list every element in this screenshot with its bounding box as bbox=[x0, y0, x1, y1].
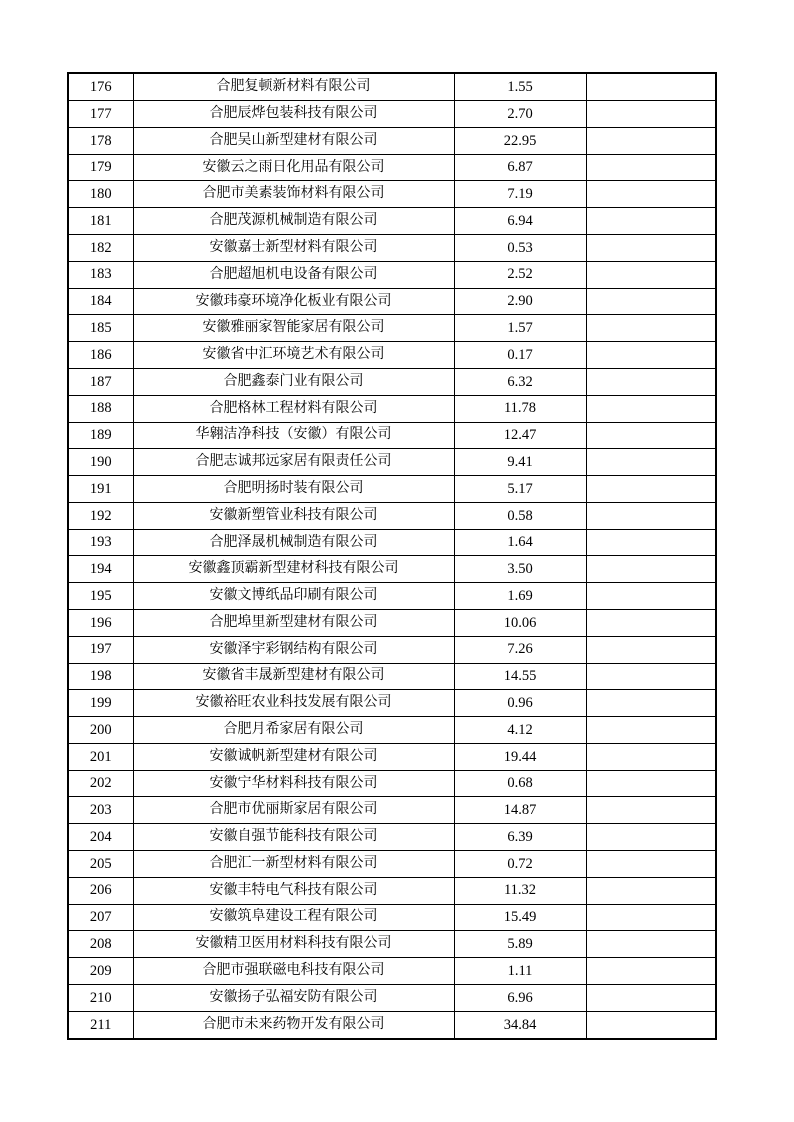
company-name-cell: 安徽雅丽家智能家居有限公司 bbox=[133, 315, 454, 342]
empty-cell bbox=[586, 476, 716, 503]
empty-cell bbox=[586, 770, 716, 797]
row-number-cell: 180 bbox=[68, 181, 133, 208]
empty-cell bbox=[586, 743, 716, 770]
empty-cell bbox=[586, 395, 716, 422]
row-number-cell: 209 bbox=[68, 958, 133, 985]
table-row bbox=[68, 984, 716, 1011]
table-row bbox=[68, 73, 716, 101]
row-number-cell: 184 bbox=[68, 288, 133, 315]
table-row bbox=[68, 342, 716, 369]
row-number-cell: 176 bbox=[68, 73, 133, 101]
value-cell: 7.26 bbox=[454, 636, 586, 663]
value-cell: 12.47 bbox=[454, 422, 586, 449]
table-row bbox=[68, 770, 716, 797]
table-row bbox=[68, 1011, 716, 1039]
row-number-cell: 177 bbox=[68, 101, 133, 128]
value-cell: 6.94 bbox=[454, 208, 586, 235]
table-row bbox=[68, 690, 716, 717]
company-name-cell: 合肥格林工程材料有限公司 bbox=[133, 395, 454, 422]
row-number-cell: 197 bbox=[68, 636, 133, 663]
row-number-cell: 205 bbox=[68, 851, 133, 878]
row-number-cell: 195 bbox=[68, 583, 133, 610]
company-name-cell: 合肥志诚邦远家居有限责任公司 bbox=[133, 449, 454, 476]
value-cell: 9.41 bbox=[454, 449, 586, 476]
table-row bbox=[68, 717, 716, 744]
empty-cell bbox=[586, 127, 716, 154]
empty-cell bbox=[586, 556, 716, 583]
empty-cell bbox=[586, 1011, 716, 1039]
empty-cell bbox=[586, 288, 716, 315]
value-cell: 3.50 bbox=[454, 556, 586, 583]
value-cell: 0.72 bbox=[454, 851, 586, 878]
empty-cell bbox=[586, 984, 716, 1011]
empty-cell bbox=[586, 449, 716, 476]
empty-cell bbox=[586, 101, 716, 128]
row-number-cell: 200 bbox=[68, 717, 133, 744]
empty-cell bbox=[586, 583, 716, 610]
company-name-cell: 合肥明扬时装有限公司 bbox=[133, 476, 454, 503]
company-name-cell: 合肥超旭机电设备有限公司 bbox=[133, 261, 454, 288]
table-row bbox=[68, 958, 716, 985]
empty-cell bbox=[586, 824, 716, 851]
company-name-cell: 合肥市美素装饰材料有限公司 bbox=[133, 181, 454, 208]
value-cell: 0.17 bbox=[454, 342, 586, 369]
empty-cell bbox=[586, 636, 716, 663]
table-row bbox=[68, 502, 716, 529]
value-cell: 14.87 bbox=[454, 797, 586, 824]
row-number-cell: 211 bbox=[68, 1011, 133, 1039]
empty-cell bbox=[586, 208, 716, 235]
table-row bbox=[68, 609, 716, 636]
value-cell: 2.52 bbox=[454, 261, 586, 288]
table-row bbox=[68, 288, 716, 315]
row-number-cell: 202 bbox=[68, 770, 133, 797]
company-name-cell: 安徽宁华材料科技有限公司 bbox=[133, 770, 454, 797]
table-row bbox=[68, 663, 716, 690]
table-row bbox=[68, 422, 716, 449]
company-name-cell: 合肥市强联磁电科技有限公司 bbox=[133, 958, 454, 985]
empty-cell bbox=[586, 851, 716, 878]
row-number-cell: 199 bbox=[68, 690, 133, 717]
row-number-cell: 182 bbox=[68, 235, 133, 262]
table-row bbox=[68, 368, 716, 395]
empty-cell bbox=[586, 422, 716, 449]
company-name-cell: 安徽嘉士新型材料有限公司 bbox=[133, 235, 454, 262]
row-number-cell: 210 bbox=[68, 984, 133, 1011]
table-row bbox=[68, 904, 716, 931]
value-cell: 6.32 bbox=[454, 368, 586, 395]
company-name-cell: 安徽文博纸品印刷有限公司 bbox=[133, 583, 454, 610]
row-number-cell: 201 bbox=[68, 743, 133, 770]
table-row bbox=[68, 235, 716, 262]
row-number-cell: 181 bbox=[68, 208, 133, 235]
value-cell: 6.39 bbox=[454, 824, 586, 851]
company-name-cell: 安徽精卫医用材料科技有限公司 bbox=[133, 931, 454, 958]
value-cell: 7.19 bbox=[454, 181, 586, 208]
empty-cell bbox=[586, 931, 716, 958]
company-name-cell: 合肥市未来药物开发有限公司 bbox=[133, 1011, 454, 1039]
table-row bbox=[68, 315, 716, 342]
value-cell: 14.55 bbox=[454, 663, 586, 690]
empty-cell bbox=[586, 717, 716, 744]
table-row bbox=[68, 101, 716, 128]
empty-cell bbox=[586, 368, 716, 395]
row-number-cell: 190 bbox=[68, 449, 133, 476]
value-cell: 1.57 bbox=[454, 315, 586, 342]
table-row bbox=[68, 476, 716, 503]
row-number-cell: 203 bbox=[68, 797, 133, 824]
row-number-cell: 196 bbox=[68, 609, 133, 636]
company-name-cell: 华翱洁净科技（安徽）有限公司 bbox=[133, 422, 454, 449]
empty-cell bbox=[586, 181, 716, 208]
value-cell: 5.89 bbox=[454, 931, 586, 958]
row-number-cell: 208 bbox=[68, 931, 133, 958]
empty-cell bbox=[586, 904, 716, 931]
empty-cell bbox=[586, 73, 716, 101]
company-name-cell: 安徽筑阜建设工程有限公司 bbox=[133, 904, 454, 931]
row-number-cell: 194 bbox=[68, 556, 133, 583]
company-name-cell: 合肥汇一新型材料有限公司 bbox=[133, 851, 454, 878]
empty-cell bbox=[586, 154, 716, 181]
empty-cell bbox=[586, 663, 716, 690]
company-name-cell: 安徽新塑管业科技有限公司 bbox=[133, 502, 454, 529]
value-cell: 1.11 bbox=[454, 958, 586, 985]
row-number-cell: 185 bbox=[68, 315, 133, 342]
value-cell: 2.90 bbox=[454, 288, 586, 315]
company-name-cell: 安徽玮豪环境净化板业有限公司 bbox=[133, 288, 454, 315]
table-row bbox=[68, 127, 716, 154]
company-name-cell: 合肥泽晟机械制造有限公司 bbox=[133, 529, 454, 556]
table-row bbox=[68, 851, 716, 878]
value-cell: 6.87 bbox=[454, 154, 586, 181]
empty-cell bbox=[586, 502, 716, 529]
table-row bbox=[68, 529, 716, 556]
row-number-cell: 186 bbox=[68, 342, 133, 369]
empty-cell bbox=[586, 797, 716, 824]
row-number-cell: 189 bbox=[68, 422, 133, 449]
row-number-cell: 193 bbox=[68, 529, 133, 556]
company-name-cell: 合肥月希家居有限公司 bbox=[133, 717, 454, 744]
value-cell: 34.84 bbox=[454, 1011, 586, 1039]
company-name-cell: 合肥鑫泰门业有限公司 bbox=[133, 368, 454, 395]
empty-cell bbox=[586, 529, 716, 556]
row-number-cell: 192 bbox=[68, 502, 133, 529]
value-cell: 15.49 bbox=[454, 904, 586, 931]
company-name-cell: 安徽裕旺农业科技发展有限公司 bbox=[133, 690, 454, 717]
empty-cell bbox=[586, 609, 716, 636]
value-cell: 1.55 bbox=[454, 73, 586, 101]
empty-cell bbox=[586, 690, 716, 717]
table-row bbox=[68, 449, 716, 476]
empty-cell bbox=[586, 877, 716, 904]
row-number-cell: 207 bbox=[68, 904, 133, 931]
company-name-cell: 安徽自强节能科技有限公司 bbox=[133, 824, 454, 851]
value-cell: 0.96 bbox=[454, 690, 586, 717]
empty-cell bbox=[586, 315, 716, 342]
empty-cell bbox=[586, 342, 716, 369]
value-cell: 1.64 bbox=[454, 529, 586, 556]
table-row bbox=[68, 556, 716, 583]
row-number-cell: 178 bbox=[68, 127, 133, 154]
table-row bbox=[68, 877, 716, 904]
row-number-cell: 187 bbox=[68, 368, 133, 395]
company-table bbox=[67, 72, 717, 1040]
company-name-cell: 安徽诚帆新型建材有限公司 bbox=[133, 743, 454, 770]
empty-cell bbox=[586, 261, 716, 288]
company-name-cell: 安徽丰特电气科技有限公司 bbox=[133, 877, 454, 904]
row-number-cell: 191 bbox=[68, 476, 133, 503]
company-name-cell: 合肥市优丽斯家居有限公司 bbox=[133, 797, 454, 824]
table-row bbox=[68, 636, 716, 663]
row-number-cell: 198 bbox=[68, 663, 133, 690]
company-name-cell: 合肥吴山新型建材有限公司 bbox=[133, 127, 454, 154]
value-cell: 2.70 bbox=[454, 101, 586, 128]
table-row bbox=[68, 743, 716, 770]
table-row bbox=[68, 154, 716, 181]
company-name-cell: 安徽泽宇彩钢结构有限公司 bbox=[133, 636, 454, 663]
row-number-cell: 204 bbox=[68, 824, 133, 851]
company-table-body bbox=[68, 73, 716, 1039]
empty-cell bbox=[586, 235, 716, 262]
value-cell: 0.58 bbox=[454, 502, 586, 529]
table-row bbox=[68, 931, 716, 958]
value-cell: 6.96 bbox=[454, 984, 586, 1011]
company-name-cell: 安徽省丰晟新型建材有限公司 bbox=[133, 663, 454, 690]
table-row bbox=[68, 181, 716, 208]
table-row bbox=[68, 797, 716, 824]
table-row bbox=[68, 208, 716, 235]
company-name-cell: 安徽扬子弘福安防有限公司 bbox=[133, 984, 454, 1011]
value-cell: 11.78 bbox=[454, 395, 586, 422]
empty-cell bbox=[586, 958, 716, 985]
company-name-cell: 安徽省中汇环境艺术有限公司 bbox=[133, 342, 454, 369]
company-name-cell: 安徽云之雨日化用品有限公司 bbox=[133, 154, 454, 181]
value-cell: 5.17 bbox=[454, 476, 586, 503]
value-cell: 4.12 bbox=[454, 717, 586, 744]
row-number-cell: 188 bbox=[68, 395, 133, 422]
company-name-cell: 合肥埠里新型建材有限公司 bbox=[133, 609, 454, 636]
row-number-cell: 179 bbox=[68, 154, 133, 181]
value-cell: 22.95 bbox=[454, 127, 586, 154]
value-cell: 0.53 bbox=[454, 235, 586, 262]
row-number-cell: 206 bbox=[68, 877, 133, 904]
company-name-cell: 合肥辰烨包装科技有限公司 bbox=[133, 101, 454, 128]
table-row bbox=[68, 583, 716, 610]
value-cell: 0.68 bbox=[454, 770, 586, 797]
company-name-cell: 合肥复顿新材料有限公司 bbox=[133, 73, 454, 101]
company-name-cell: 安徽鑫顶霸新型建材科技有限公司 bbox=[133, 556, 454, 583]
table-row bbox=[68, 395, 716, 422]
value-cell: 10.06 bbox=[454, 609, 586, 636]
value-cell: 19.44 bbox=[454, 743, 586, 770]
table-row bbox=[68, 261, 716, 288]
company-name-cell: 合肥茂源机械制造有限公司 bbox=[133, 208, 454, 235]
table-row bbox=[68, 824, 716, 851]
value-cell: 11.32 bbox=[454, 877, 586, 904]
row-number-cell: 183 bbox=[68, 261, 133, 288]
value-cell: 1.69 bbox=[454, 583, 586, 610]
